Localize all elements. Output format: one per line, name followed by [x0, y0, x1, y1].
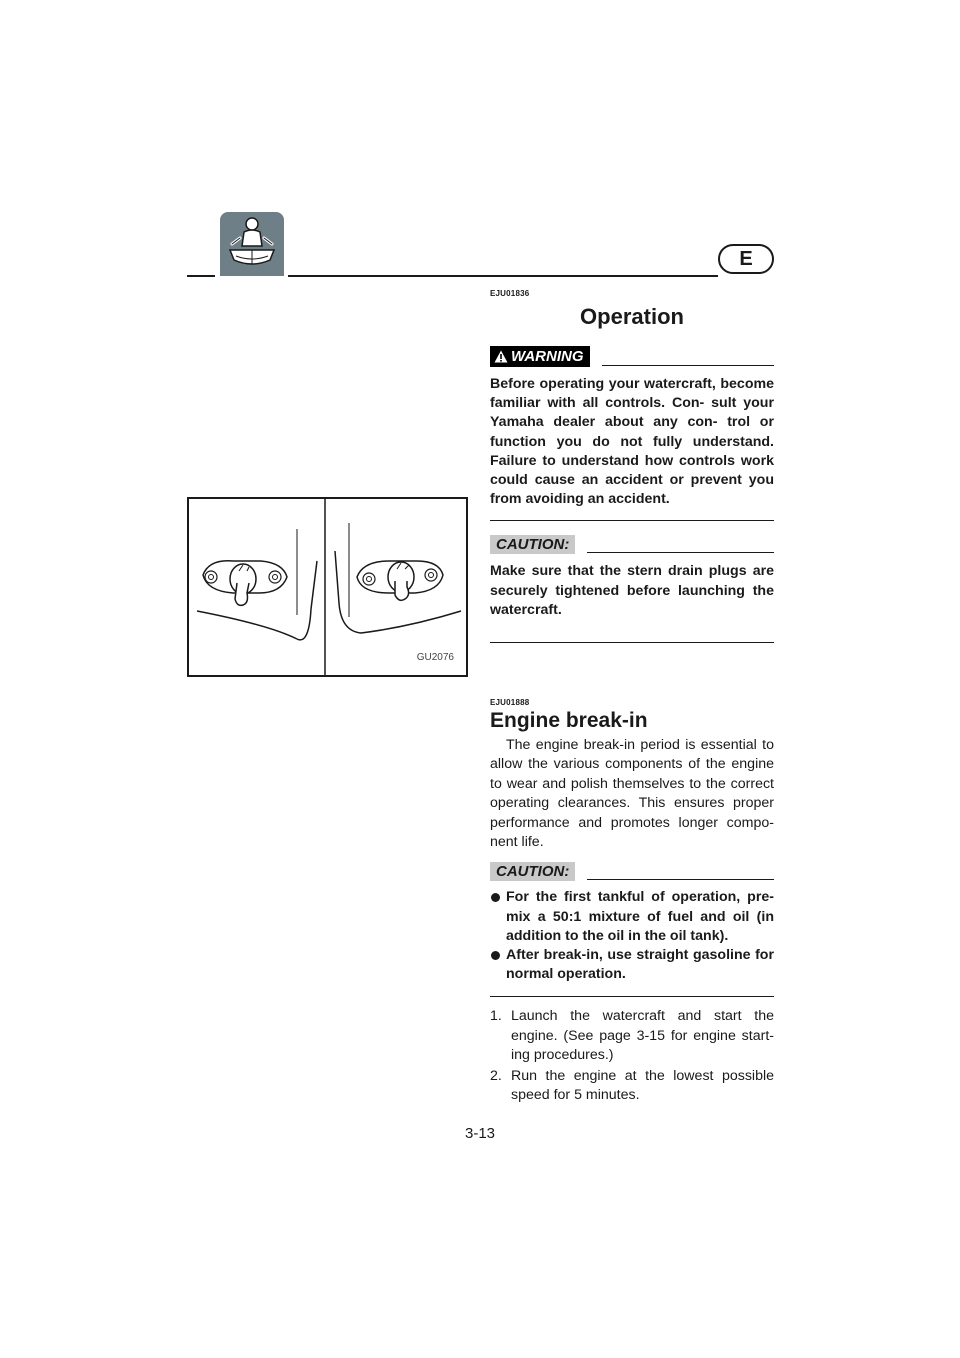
steps-list — [490, 1007, 774, 1105]
stern-drain-plug-figure — [187, 497, 468, 677]
operation-section — [490, 289, 774, 643]
doc-code: EJU01888 — [490, 698, 530, 707]
breakin-intro: The engine break-in period is essential to allow the various components of the engine to wear and polish themselves to the correct operating clearances. This ensures proper performance and promotes longer compo- nent life. — [490, 737, 774, 851]
caution-list — [490, 888, 774, 984]
page-number: 3-13 — [464, 1125, 496, 1142]
list-item: 1. Launch the watercraft and start the engine. (See page 3-15 for engine start- ing procedures.) — [490, 1008, 774, 1064]
header-rule-left — [187, 275, 215, 277]
section-title: Engine break-in — [490, 709, 648, 732]
warning-label — [490, 346, 590, 367]
warning-label-text: WARNING — [511, 348, 584, 365]
header-rule-right — [288, 275, 718, 277]
warning-triangle-icon — [494, 350, 508, 363]
bullet-icon — [491, 951, 500, 960]
caution-text: Make sure that the stern drain plugs are securely tightened before launching the watercraft. — [490, 563, 774, 618]
section-title: Operation — [580, 304, 684, 329]
doc-code: EJU01836 — [490, 289, 530, 298]
caution-end-rule — [490, 642, 774, 643]
caution-label: CAUTION: — [490, 535, 575, 554]
caution-header — [490, 535, 774, 554]
language-badge: E — [718, 244, 774, 274]
list-item: 2. Run the engine at the lowest possible speed for 5 minutes. — [490, 1067, 774, 1104]
warning-text: Before operating your watercraft, become familiar with all controls. Con- sult your Yamaha dealer about any con- trol or function you do not fully understand. Failure to understand how controls work could cause an accident or prevent you from avoiding an accident. — [490, 376, 774, 508]
list-item: For the first tankful of operation, pre- mix a 50:1 mixture of fuel and oil (in addition to the oil in the oil tank). — [490, 888, 774, 946]
watercraft-rider-icon — [220, 212, 284, 276]
caution-header — [490, 862, 774, 881]
bullet-icon — [491, 893, 500, 902]
caution-label: CAUTION: — [490, 862, 575, 881]
stern-drain-plug-illustration — [189, 499, 466, 675]
warning-end-rule — [490, 520, 774, 521]
list-item: After break-in, use straight gasoline for normal operation. — [490, 946, 774, 984]
warning-header — [490, 346, 774, 367]
figure-code: GU2076 — [416, 652, 454, 663]
caution-end-rule — [490, 996, 774, 997]
engine-breakin-section — [490, 698, 774, 1105]
